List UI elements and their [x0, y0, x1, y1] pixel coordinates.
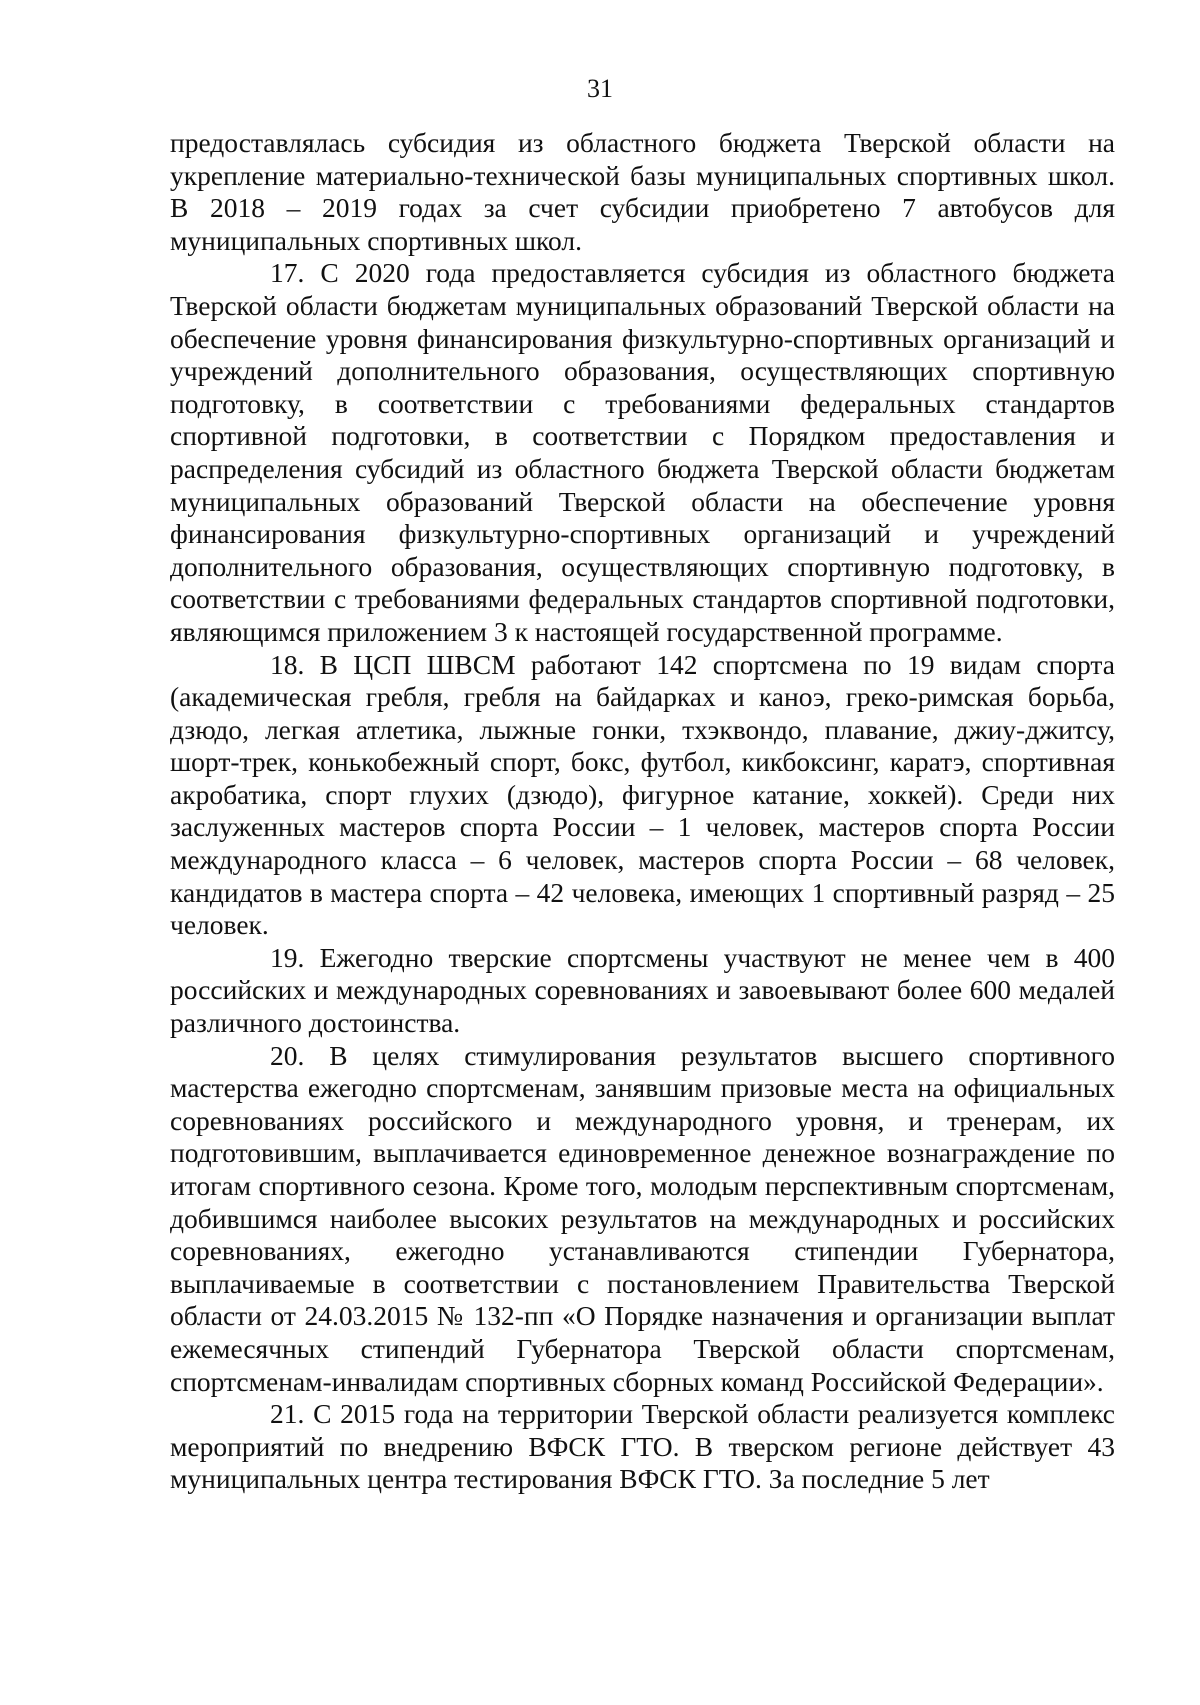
paragraph-20: 20. В целях стимулирования результатов высшего спортивного мастерства ежегодно спортсменам, занявшим призовые места на официальных соревнованиях российского и международного уровня, и тренерам, их подготовившим, выплачивается единовременное денежное вознаграждение по итогам спортивного сезона. Кроме того, молодым перспективным спортсменам, добившимся наиболее высоких результатов на международных и российских соревнованиях, ежегодно устанавливаются стипендии Губернатора, выплачиваемые в соответствии с постановлением Правительства Тверской области от 24.03.2015 № 132-пп «О Порядке назначения и организации выплат ежемесячных стипендий Губернатора Тверской области спортсменам, спортсменам-инвалидам спортивных сборных команд Российской Федерации».	[170, 1039, 1115, 1397]
document-body	[170, 127, 1115, 1496]
page-number: 31	[587, 74, 613, 103]
paragraph-18: 18. В ЦСП ШВСМ работают 142 спортсмена по 19 видам спорта (академическая гребля, гребля на байдарках и каноэ, греко-римская борьба, дзюдо, легкая атлетика, лыжные гонки, тхэквондо, плавание, джиу-джитсу, шорт-трек, конькобежный спорт, бокс, футбол, кикбоксинг, каратэ, спортивная акробатика, спорт глухих (дзюдо), фигурное катание, хоккей). Среди них заслуженных мастеров спорта России – 1 человек, мастеров спорта России международного класса – 6 человек, мастеров спорта России – 68 человек, кандидатов в мастера спорта – 42 человека, имеющих 1 спортивный разряд – 25 человек.	[170, 648, 1115, 941]
paragraph-21: 21. С 2015 года на территории Тверской области реализуется комплекс мероприятий по внедрению ВФСК ГТО. В тверском регионе действует 43 муниципальных центра тестирования ВФСК ГТО. За последние 5 лет	[170, 1398, 1115, 1495]
paragraph-17: 17. С 2020 года предоставляется субсидия из областного бюджета Тверской области бюджетам муниципальных образований Тверской области на обеспечение уровня финансирования физкультурно-спортивных организаций и учреждений дополнительного образования, осуществляющих спортивную подготовку, в соответствии с требованиями федеральных стандартов спортивной подготовки, в соответствии с Порядком предоставления и распределения субсидий из областного бюджета Тверской области бюджетам муниципальных образований Тверской области на обеспечение уровня финансирования физкультурно-спортивных организаций и учреждений дополнительного образования, осуществляющих спортивную подготовку, в соответствии с требованиями федеральных стандартов спортивной подготовки, являющимся приложением 3 к настоящей государственной программе.	[170, 257, 1115, 647]
paragraph-continuation: предоставлялась субсидия из областного бюджета Тверской области на укрепление материально-технической базы муниципальных спортивных школ. В 2018 – 2019 годах за счет субсидии приобретено 7 автобусов для муниципальных спортивных школ.	[170, 127, 1115, 256]
paragraph-19: 19. Ежегодно тверские спортсмены участвуют не менее чем в 400 российских и международных соревнованиях и завоевывают более 600 медалей различного достоинства.	[170, 941, 1115, 1039]
